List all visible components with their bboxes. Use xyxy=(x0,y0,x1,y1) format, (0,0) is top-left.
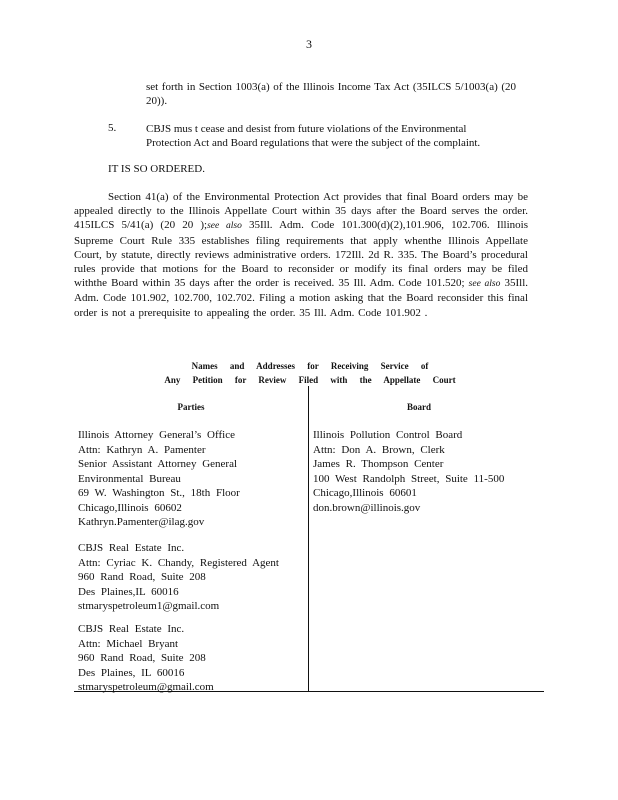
address-line: Senior Assistant Attorney General xyxy=(78,458,238,470)
email-line: stmaryspetroleum1@gmail.com xyxy=(78,600,220,612)
service-table-title-line2: Any Petition for Review Filed with the Appellate Court xyxy=(164,375,456,385)
order-statement: IT IS SO ORDERED. xyxy=(108,163,205,175)
email-line: Kathryn.Pamenter@ilag.gov xyxy=(78,516,205,528)
address-line: Attn: Cyriac K. Chandy, Registered Agent xyxy=(78,556,279,569)
address-line: Attn: Kathryn A. Pamenter xyxy=(78,443,206,456)
citation-signal: see also xyxy=(468,279,501,290)
address-line: Attn: Don A. Brown, Clerk xyxy=(313,443,445,456)
service-table-title-line1: Names and Addresses for Receiving Service of xyxy=(191,361,429,371)
item-number: 5. xyxy=(108,122,117,134)
appeal-text-part2: 35Ill. Adm. Code 101.300(d)(2),101.906, 102.706. Illinois Supreme Court Rule 335 establishes filing requirements that apply whenthe Illinois Appellate Court, by statute, directly reviews administrative orders. 172Ill. 2d R. 335. The Board’s procedural rules provide that motions for the Board to reconsider or modify its final orders may be filed withthe Board within 35 days after the order is received. 35 Ill. Adm. Code 101.520; xyxy=(74,219,528,290)
party-address-block xyxy=(78,541,279,614)
appeal-paragraph xyxy=(74,190,528,320)
service-table-title xyxy=(160,359,460,387)
page-number: 3 xyxy=(306,37,312,51)
address-line: Environmental Bureau xyxy=(78,472,181,485)
address-line: Illinois Pollution Control Board xyxy=(313,429,463,441)
address-line: Chicago,Illinois 60601 xyxy=(313,487,417,499)
address-line: 69 W. Washington St., 18th Floor xyxy=(78,487,240,499)
address-line: 960 Rand Road, Suite 208 xyxy=(78,571,206,583)
item-text: CBJS mus t cease and desist from future violations of the Environmental Protection Act and Board regulations that were the subject of the complaint. xyxy=(146,123,481,149)
address-line: Chicago,Illinois 60602 xyxy=(78,501,182,514)
party-address-block xyxy=(78,428,240,530)
address-line: James R. Thompson Center xyxy=(313,458,444,470)
column-divider xyxy=(308,386,309,692)
citation-signal: see also xyxy=(207,221,242,232)
parties-column-header: Parties xyxy=(177,402,205,412)
address-line: CBJS Real Estate Inc. xyxy=(78,623,185,635)
email-line: don.brown@illinois.gov xyxy=(313,501,421,514)
address-line: Des Plaines, IL 60016 xyxy=(78,666,185,679)
address-line: Illinois Attorney General’s Office xyxy=(78,429,235,441)
party-address-block xyxy=(78,622,214,695)
address-line: Des Plaines,IL 60016 xyxy=(78,585,179,598)
address-line: Attn: Michael Bryant xyxy=(78,637,179,650)
address-line: 960 Rand Road, Suite 208 xyxy=(78,652,206,664)
board-address-block xyxy=(313,428,504,515)
address-line: 100 West Randolph Street, Suite 11-500 xyxy=(313,472,505,485)
address-line: CBJS Real Estate Inc. xyxy=(78,542,185,554)
appeal-text-part3: 35Ill. Adm. Code 101.902, 102.700, 102.702. Filing a motion asking that the Board reconsider this final order is not a prerequisite to appealing the order. 35 Ill. Adm. Code 101.902 . xyxy=(74,277,529,319)
continuation-text: set forth in Section 1003(a) of the Illinois Income Tax Act (35ILCS 5/1003(a) (20 20)). xyxy=(146,81,516,107)
board-column-header: Board xyxy=(406,402,431,412)
appeal-text-part1: Section 41(a) of the Environmental Protection Act provides that final Board orders may be appealed directly to the Illinois Appellate Court within 35 days after the Board serves the order. 415ILCS 5/41(a) (20 20 ); xyxy=(74,191,528,232)
email-line: stmaryspetroleum@gmail.com xyxy=(78,681,214,693)
